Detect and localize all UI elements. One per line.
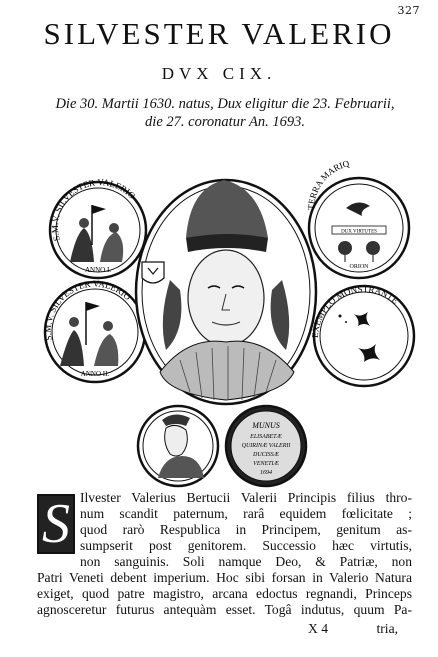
medal-caption: ANNO I. — [84, 266, 112, 274]
body-line: num scandit paternum, rarâ equidem fœlicitate ; — [80, 506, 412, 521]
medal-top-right — [306, 158, 409, 278]
medal-inscription: EXEMPLO MONSTRANTE — [309, 283, 401, 339]
medal-text-line: DUCISSÆ — [252, 452, 280, 458]
page-subtitle: DVX CIX. — [161, 64, 277, 83]
initial-letter: S — [42, 494, 70, 554]
medal-inscription: S.M.V. SILVESTER VALERIO — [42, 278, 133, 342]
medal-text-line: VENETIÆ — [253, 461, 279, 467]
medal-text-line: ELISABETÆ — [250, 434, 282, 440]
medal-mid-left — [43, 279, 145, 382]
body-line: agnosceretur futurus antequàm esset. Togâ indutus, quum Pa- — [37, 602, 412, 617]
medal-caption: ORION — [349, 264, 369, 270]
body-line: quod rarò Respublica in Principem, genitum as- — [80, 522, 412, 537]
doge-portrait — [136, 180, 316, 404]
body-line: Ilvester Valerius Bertucii Valerii Principis filius thro- — [80, 490, 412, 505]
body-paragraph-full — [37, 570, 412, 618]
medal-bottom-left — [138, 406, 218, 486]
dates-line: die 27. coronatur An. 1693. — [145, 114, 305, 130]
medal-text-line: MUNUS — [252, 421, 280, 430]
medal-top-left — [50, 177, 146, 278]
medal-text-line: QUIRINÆ VALERII — [241, 443, 291, 449]
body-paragraph-indented — [80, 490, 412, 570]
dates-line: Die 30. Martii 1630. natus, Dux eligitur die 23. Februarii, — [55, 96, 395, 112]
medal-text-line: 1694 — [260, 470, 272, 476]
medal-bottom-right — [226, 406, 306, 486]
page-title: SILVESTER VALERIO — [43, 16, 395, 51]
decorated-initial — [37, 494, 75, 554]
medal-scroll-text: DUX VIRTUTES — [341, 229, 377, 235]
catchword: tria, — [376, 621, 398, 636]
page-number: 327 — [397, 4, 420, 17]
body-line: sumpserit post genitorem. Successio hæc virtutis, — [80, 538, 412, 553]
body-line: Patri Veneti debent imperium. Hoc sibi forsan in Valerio Natura — [37, 570, 412, 585]
medal-inscription: TERRA MARIQ — [305, 158, 351, 211]
body-line: non sanguinis. Soli namque Deo, & Patriæ, non — [80, 554, 412, 569]
medal-mid-right — [310, 284, 414, 386]
medal-inscription: S.M.V. SILVESTER VALERIO — [49, 177, 138, 243]
body-line: exiget, quod patre magistro, arcana edoctus regnandi, Princeps — [37, 586, 412, 601]
coat-of-arms-icon — [142, 262, 164, 283]
signature-mark: X 4 — [308, 621, 329, 636]
medal-caption: ANNO II. — [80, 370, 110, 378]
